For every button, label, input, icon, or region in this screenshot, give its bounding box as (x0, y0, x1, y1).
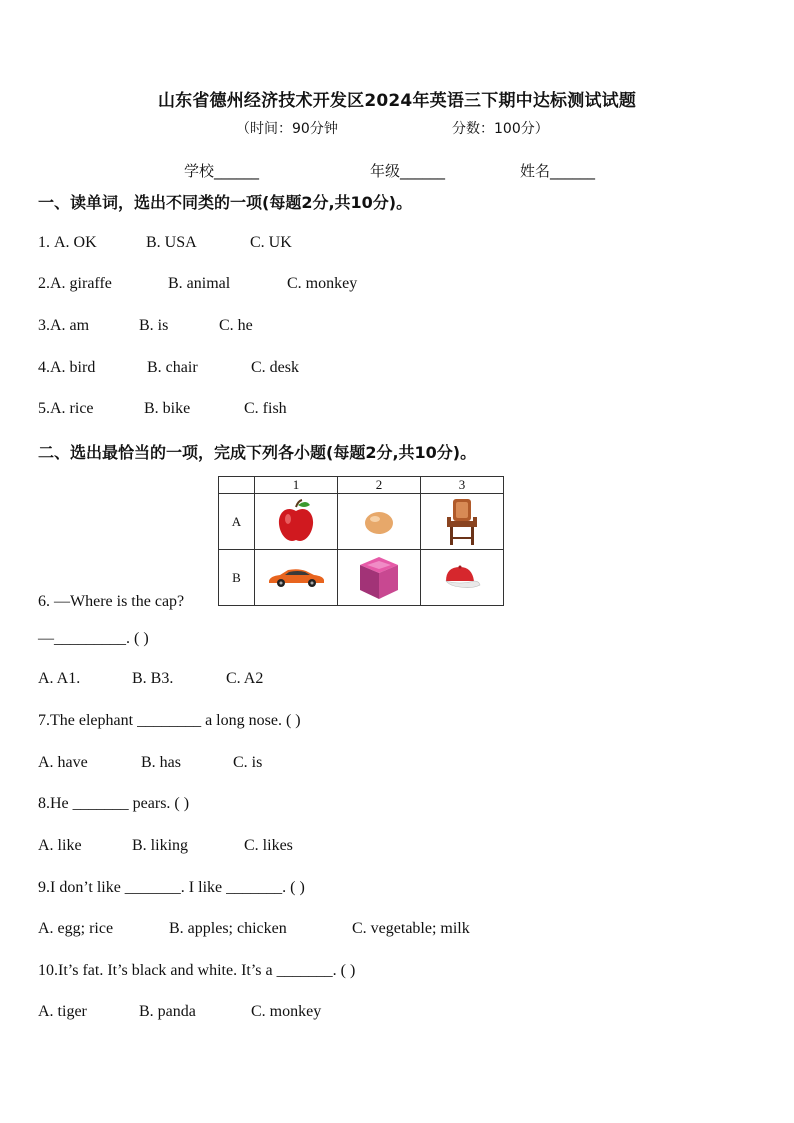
option-b: B. bike (144, 400, 191, 417)
option-a: A. have (38, 754, 88, 771)
question-7-options (38, 754, 262, 772)
question-2: 2.A. giraffe B. animal C. monkey (38, 275, 358, 292)
option-c: C. likes (244, 837, 293, 854)
question-3: 3.A. am B. is C. he (38, 317, 253, 334)
question-6-options (38, 670, 263, 688)
option-b: B. has (141, 754, 181, 771)
name-field: 姓名______ (520, 162, 596, 180)
option-b: B. chair (147, 359, 198, 376)
option-b: B. liking (132, 837, 189, 854)
grid-cell-a2 (338, 494, 421, 550)
option-c: C. is (233, 754, 263, 771)
option-b: B. animal (168, 275, 231, 292)
question-9-options (38, 920, 470, 938)
grid-cell-b3 (421, 550, 504, 606)
question-1: 1. A. OK B. USA C. UK (38, 234, 292, 251)
grid-col-header: 3 (421, 477, 504, 494)
option-a: A. giraffe (50, 275, 112, 292)
question-7-stem: 7.The elephant ________ a long nose. ( ) (38, 712, 301, 729)
option-a: A. rice (50, 400, 94, 417)
question-5: 5.A. rice B. bike C. fish (38, 400, 287, 417)
question-8-options (38, 837, 293, 855)
cap-icon (442, 563, 482, 593)
section2-heading: 二、选出最恰当的一项，完成下列各小题(每题2分,共10分)。 (38, 443, 477, 462)
option-b: B. panda (139, 1003, 196, 1020)
exam-score: 分数：100分） (452, 121, 549, 137)
grid-col-header: 2 (338, 477, 421, 494)
chair-icon (445, 497, 479, 547)
option-a: A. OK (54, 234, 97, 251)
grid-corner (219, 477, 255, 494)
grid-row-label: B (219, 550, 255, 606)
apple-icon (276, 499, 316, 545)
option-b: B. is (139, 317, 169, 334)
option-b: B. USA (146, 234, 197, 251)
grid-cell-a1 (255, 494, 338, 550)
grid-row-label: A (219, 494, 255, 550)
exam-time: （时间：90分钟 (236, 121, 338, 137)
grid-cell-a3 (421, 494, 504, 550)
option-a: A. bird (50, 359, 96, 376)
question-10-options (38, 1003, 321, 1021)
question-6-answer: —_________. ( ) (38, 630, 149, 647)
option-a: A. am (50, 317, 90, 334)
option-c: C. monkey (251, 1003, 322, 1020)
option-c: C. A2 (226, 670, 264, 687)
picture-grid (218, 476, 504, 606)
question-4: 4.A. bird B. chair C. desk (38, 359, 299, 376)
grid-col-header: 1 (255, 477, 338, 494)
option-a: A. egg; rice (38, 920, 114, 937)
option-c: C. he (219, 317, 253, 334)
page-title: 山东省德州经济技术开发区2024年英语三下期中达标测试试题 (157, 91, 637, 111)
option-b: B. B3. (132, 670, 174, 687)
option-c: C. desk (251, 359, 299, 376)
school-field: 学校______ (184, 162, 260, 180)
grid-cell-b1 (255, 550, 338, 606)
question-8-stem: 8.He _______ pears. ( ) (38, 795, 190, 812)
grid-cell-b2 (338, 550, 421, 606)
option-c: C. vegetable; milk (352, 920, 470, 937)
option-a: A. like (38, 837, 82, 854)
option-b: B. apples; chicken (169, 920, 287, 937)
gift-box-icon (358, 555, 400, 601)
option-c: C. monkey (287, 275, 358, 292)
question-10-stem: 10.It’s fat. It’s black and white. It’s a _______. ( ) (38, 962, 356, 979)
question-9-stem: 9.I don’t like _______. I like _______. ( ) (38, 879, 305, 896)
option-c: C. fish (244, 400, 287, 417)
option-a: A. A1. (38, 670, 81, 687)
section1-heading: 一、读单词，选出不同类的一项(每题2分,共10分)。 (38, 193, 413, 212)
option-c: C. UK (250, 234, 292, 251)
grade-field: 年级______ (370, 162, 446, 180)
egg-icon (362, 508, 396, 536)
car-icon (266, 567, 326, 589)
question-6-stem: 6. —Where is the cap? (38, 593, 185, 610)
option-a: A. tiger (38, 1003, 87, 1020)
